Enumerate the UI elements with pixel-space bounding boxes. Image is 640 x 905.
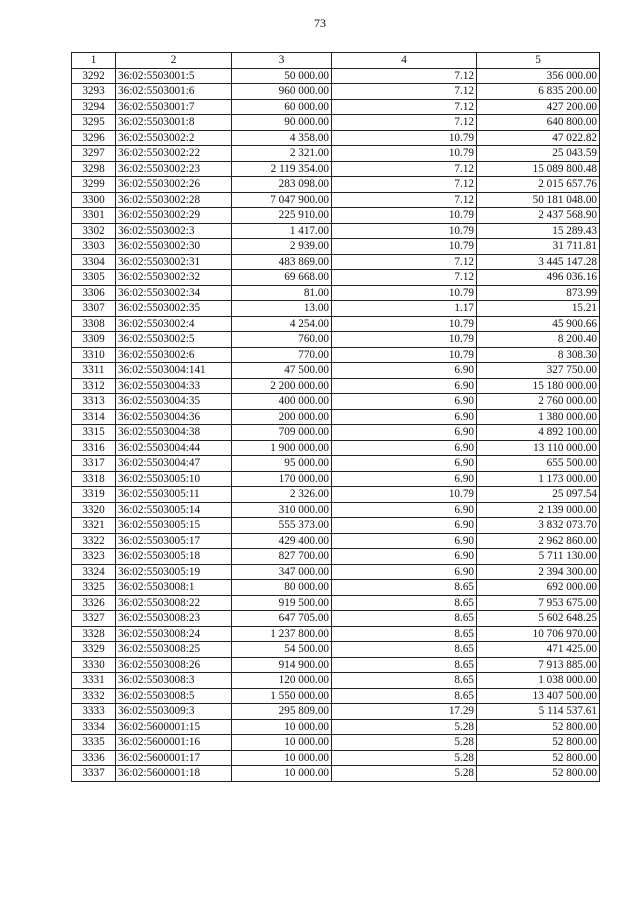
row-number-cell: 3295: [72, 115, 116, 131]
area-cell: 2 200 000.00: [232, 378, 332, 394]
rate-cell: 10.79: [332, 223, 477, 239]
rate-cell: 6.90: [332, 363, 477, 379]
cadastral-number-cell: 36:02:5503005:19: [116, 564, 232, 580]
column-header: 2: [116, 53, 232, 69]
rate-cell: 6.90: [332, 471, 477, 487]
row-number-cell: 3311: [72, 363, 116, 379]
value-cell: 13 110 000.00: [477, 440, 600, 456]
row-number-cell: 3324: [72, 564, 116, 580]
table-row: [72, 657, 600, 673]
area-cell: 50 000.00: [232, 68, 332, 84]
area-cell: 13.00: [232, 301, 332, 317]
table-row: [72, 440, 600, 456]
cadastral-number-cell: 36:02:5503008:24: [116, 626, 232, 642]
area-cell: 1 900 000.00: [232, 440, 332, 456]
value-cell: 8 308.30: [477, 347, 600, 363]
table-row: [72, 626, 600, 642]
rate-cell: 17.29: [332, 704, 477, 720]
area-cell: 170 000.00: [232, 471, 332, 487]
table-row: [72, 673, 600, 689]
row-number-cell: 3312: [72, 378, 116, 394]
rate-cell: 6.90: [332, 394, 477, 410]
area-cell: 2 119 354.00: [232, 161, 332, 177]
value-cell: 1 173 000.00: [477, 471, 600, 487]
value-cell: 50 181 048.00: [477, 192, 600, 208]
cadastral-number-cell: 36:02:5503004:44: [116, 440, 232, 456]
area-cell: 10 000.00: [232, 766, 332, 782]
table-row: [72, 456, 600, 472]
value-cell: 2 962 860.00: [477, 533, 600, 549]
value-cell: 52 800.00: [477, 735, 600, 751]
value-cell: 2 015 657.76: [477, 177, 600, 193]
rate-cell: 10.79: [332, 208, 477, 224]
cadastral-number-cell: 36:02:5503002:23: [116, 161, 232, 177]
area-cell: 60 000.00: [232, 99, 332, 115]
value-cell: 496 036.16: [477, 270, 600, 286]
value-cell: 5 711 130.00: [477, 549, 600, 565]
cadastral-number-cell: 36:02:5503009:3: [116, 704, 232, 720]
area-cell: 827 700.00: [232, 549, 332, 565]
table-row: [72, 766, 600, 782]
cadastral-number-cell: 36:02:5503001:8: [116, 115, 232, 131]
value-cell: 7 913 885.00: [477, 657, 600, 673]
area-cell: 120 000.00: [232, 673, 332, 689]
row-number-cell: 3299: [72, 177, 116, 193]
row-number-cell: 3292: [72, 68, 116, 84]
table-row: [72, 192, 600, 208]
area-cell: 483 869.00: [232, 254, 332, 270]
value-cell: 15 089 800.48: [477, 161, 600, 177]
cadastral-number-cell: 36:02:5503002:5: [116, 332, 232, 348]
table-row: [72, 161, 600, 177]
row-number-cell: 3317: [72, 456, 116, 472]
row-number-cell: 3332: [72, 688, 116, 704]
area-cell: 4 358.00: [232, 130, 332, 146]
row-number-cell: 3294: [72, 99, 116, 115]
table-row: [72, 84, 600, 100]
table-row: [72, 704, 600, 720]
row-number-cell: 3335: [72, 735, 116, 751]
rate-cell: 6.90: [332, 518, 477, 534]
cadastral-number-cell: 36:02:5503002:35: [116, 301, 232, 317]
table-row: [72, 285, 600, 301]
value-cell: 6 835 200.00: [477, 84, 600, 100]
cadastral-number-cell: 36:02:5503008:23: [116, 611, 232, 627]
value-cell: 356 000.00: [477, 68, 600, 84]
rate-cell: 6.90: [332, 440, 477, 456]
rate-cell: 8.65: [332, 611, 477, 627]
table-row: [72, 223, 600, 239]
row-number-cell: 3316: [72, 440, 116, 456]
table-row: [72, 270, 600, 286]
rate-cell: 10.79: [332, 130, 477, 146]
value-cell: 15.21: [477, 301, 600, 317]
rate-cell: 5.28: [332, 766, 477, 782]
table-row: [72, 130, 600, 146]
rate-cell: 10.79: [332, 332, 477, 348]
area-cell: 295 809.00: [232, 704, 332, 720]
area-cell: 400 000.00: [232, 394, 332, 410]
rate-cell: 8.65: [332, 595, 477, 611]
cadastral-number-cell: 36:02:5503002:34: [116, 285, 232, 301]
cadastral-number-cell: 36:02:5503002:6: [116, 347, 232, 363]
area-cell: 54 500.00: [232, 642, 332, 658]
area-cell: 4 254.00: [232, 316, 332, 332]
page-number: 73: [314, 16, 326, 30]
cadastral-number-cell: 36:02:5503004:47: [116, 456, 232, 472]
value-cell: 31 711.81: [477, 239, 600, 255]
rate-cell: 7.12: [332, 254, 477, 270]
area-cell: 347 000.00: [232, 564, 332, 580]
area-cell: 914 900.00: [232, 657, 332, 673]
cadastral-number-cell: 36:02:5503004:36: [116, 409, 232, 425]
row-number-cell: 3300: [72, 192, 116, 208]
rate-cell: 6.90: [332, 456, 477, 472]
table-row: [72, 642, 600, 658]
rate-cell: 10.79: [332, 146, 477, 162]
area-cell: 310 000.00: [232, 502, 332, 518]
value-cell: 3 445 147.28: [477, 254, 600, 270]
area-cell: 2 326.00: [232, 487, 332, 503]
row-number-cell: 3333: [72, 704, 116, 720]
row-number-cell: 3325: [72, 580, 116, 596]
cadastral-number-cell: 36:02:5503001:6: [116, 84, 232, 100]
value-cell: 10 706 970.00: [477, 626, 600, 642]
cadastral-number-cell: 36:02:5600001:17: [116, 750, 232, 766]
cadastral-number-cell: 36:02:5503004:38: [116, 425, 232, 441]
value-cell: 327 750.00: [477, 363, 600, 379]
row-number-cell: 3303: [72, 239, 116, 255]
row-number-cell: 3323: [72, 549, 116, 565]
value-cell: 52 800.00: [477, 719, 600, 735]
value-cell: 7 953 675.00: [477, 595, 600, 611]
area-cell: 7 047 900.00: [232, 192, 332, 208]
area-cell: 90 000.00: [232, 115, 332, 131]
table-row: [72, 580, 600, 596]
table-row: [72, 518, 600, 534]
area-cell: 47 500.00: [232, 363, 332, 379]
area-cell: 10 000.00: [232, 750, 332, 766]
row-number-cell: 3326: [72, 595, 116, 611]
area-cell: 760.00: [232, 332, 332, 348]
table-row: [72, 471, 600, 487]
value-cell: 2 394 300.00: [477, 564, 600, 580]
value-cell: 45 900.66: [477, 316, 600, 332]
cadastral-number-cell: 36:02:5503005:17: [116, 533, 232, 549]
cadastral-number-cell: 36:02:5503002:4: [116, 316, 232, 332]
row-number-cell: 3315: [72, 425, 116, 441]
table-row: [72, 595, 600, 611]
rate-cell: 1.17: [332, 301, 477, 317]
table-row: [72, 208, 600, 224]
row-number-cell: 3306: [72, 285, 116, 301]
value-cell: 1 380 000.00: [477, 409, 600, 425]
rate-cell: 6.90: [332, 378, 477, 394]
cadastral-number-cell: 36:02:5503001:7: [116, 99, 232, 115]
rate-cell: 7.12: [332, 84, 477, 100]
rate-cell: 8.65: [332, 580, 477, 596]
cadastral-number-cell: 36:02:5503002:32: [116, 270, 232, 286]
rate-cell: 10.79: [332, 487, 477, 503]
rate-cell: 6.90: [332, 409, 477, 425]
table-row: [72, 502, 600, 518]
cadastral-number-cell: 36:02:5503002:2: [116, 130, 232, 146]
rate-cell: 7.12: [332, 68, 477, 84]
value-cell: 655 500.00: [477, 456, 600, 472]
table-row: [72, 688, 600, 704]
rate-cell: 7.12: [332, 115, 477, 131]
row-number-cell: 3336: [72, 750, 116, 766]
cadastral-number-cell: 36:02:5503002:29: [116, 208, 232, 224]
table-row: [72, 611, 600, 627]
rate-cell: 10.79: [332, 316, 477, 332]
value-cell: 15 180 000.00: [477, 378, 600, 394]
cadastral-number-cell: 36:02:5503004:141: [116, 363, 232, 379]
value-cell: 640 800.00: [477, 115, 600, 131]
row-number-cell: 3334: [72, 719, 116, 735]
row-number-cell: 3337: [72, 766, 116, 782]
cadastral-number-cell: 36:02:5503004:35: [116, 394, 232, 410]
row-number-cell: 3308: [72, 316, 116, 332]
rate-cell: 7.12: [332, 192, 477, 208]
value-cell: 15 289.43: [477, 223, 600, 239]
row-number-cell: 3320: [72, 502, 116, 518]
rate-cell: 6.90: [332, 502, 477, 518]
value-cell: 13 407 500.00: [477, 688, 600, 704]
cadastral-number-cell: 36:02:5503008:3: [116, 673, 232, 689]
cadastral-number-cell: 36:02:5503002:22: [116, 146, 232, 162]
area-cell: 81.00: [232, 285, 332, 301]
rate-cell: 8.65: [332, 626, 477, 642]
table-header-row: [72, 53, 600, 69]
area-cell: 200 000.00: [232, 409, 332, 425]
row-number-cell: 3307: [72, 301, 116, 317]
row-number-cell: 3318: [72, 471, 116, 487]
table-row: [72, 533, 600, 549]
cadastral-number-cell: 36:02:5600001:15: [116, 719, 232, 735]
table-row: [72, 378, 600, 394]
table-row: [72, 549, 600, 565]
area-cell: 2 939.00: [232, 239, 332, 255]
value-cell: 873.99: [477, 285, 600, 301]
rate-cell: 5.28: [332, 719, 477, 735]
value-cell: 471 425.00: [477, 642, 600, 658]
table-row: [72, 394, 600, 410]
table-row: [72, 564, 600, 580]
rate-cell: 5.28: [332, 750, 477, 766]
table-row: [72, 425, 600, 441]
value-cell: 427 200.00: [477, 99, 600, 115]
rate-cell: 7.12: [332, 161, 477, 177]
cadastral-number-cell: 36:02:5503002:31: [116, 254, 232, 270]
area-cell: 919 500.00: [232, 595, 332, 611]
area-cell: 770.00: [232, 347, 332, 363]
area-cell: 709 000.00: [232, 425, 332, 441]
value-cell: 5 114 537.61: [477, 704, 600, 720]
table-row: [72, 115, 600, 131]
rate-cell: 6.90: [332, 564, 477, 580]
cadastral-number-cell: 36:02:5503002:28: [116, 192, 232, 208]
table-row: [72, 177, 600, 193]
rate-cell: 8.65: [332, 673, 477, 689]
cadastral-number-cell: 36:02:5503008:25: [116, 642, 232, 658]
cadastral-number-cell: 36:02:5600001:16: [116, 735, 232, 751]
cadastral-number-cell: 36:02:5503002:26: [116, 177, 232, 193]
value-cell: 4 892 100.00: [477, 425, 600, 441]
table-row: [72, 347, 600, 363]
value-cell: 52 800.00: [477, 750, 600, 766]
table-row: [72, 409, 600, 425]
table-row: [72, 99, 600, 115]
rate-cell: 10.79: [332, 285, 477, 301]
row-number-cell: 3301: [72, 208, 116, 224]
row-number-cell: 3314: [72, 409, 116, 425]
area-cell: 1 237 800.00: [232, 626, 332, 642]
table-row: [72, 239, 600, 255]
row-number-cell: 3319: [72, 487, 116, 503]
cadastral-number-cell: 36:02:5503002:30: [116, 239, 232, 255]
row-number-cell: 3328: [72, 626, 116, 642]
cadastral-number-cell: 36:02:5503008:26: [116, 657, 232, 673]
row-number-cell: 3313: [72, 394, 116, 410]
column-header: 1: [72, 53, 116, 69]
area-cell: 647 705.00: [232, 611, 332, 627]
rate-cell: 8.65: [332, 688, 477, 704]
table-row: [72, 301, 600, 317]
cadastral-number-cell: 36:02:5503008:22: [116, 595, 232, 611]
row-number-cell: 3321: [72, 518, 116, 534]
cadastral-number-cell: 36:02:5503001:5: [116, 68, 232, 84]
area-cell: 10 000.00: [232, 735, 332, 751]
cadastral-number-cell: 36:02:5503005:14: [116, 502, 232, 518]
rate-cell: 8.65: [332, 642, 477, 658]
table-row: [72, 332, 600, 348]
row-number-cell: 3305: [72, 270, 116, 286]
value-cell: 25 097.54: [477, 487, 600, 503]
cadastral-number-cell: 36:02:5503005:11: [116, 487, 232, 503]
cadastral-number-cell: 36:02:5503008:1: [116, 580, 232, 596]
rate-cell: 6.90: [332, 533, 477, 549]
row-number-cell: 3297: [72, 146, 116, 162]
value-cell: 3 832 073.70: [477, 518, 600, 534]
row-number-cell: 3309: [72, 332, 116, 348]
row-number-cell: 3330: [72, 657, 116, 673]
area-cell: 2 321.00: [232, 146, 332, 162]
row-number-cell: 3304: [72, 254, 116, 270]
cadastral-number-cell: 36:02:5503005:10: [116, 471, 232, 487]
row-number-cell: 3296: [72, 130, 116, 146]
value-cell: 5 602 648.25: [477, 611, 600, 627]
row-number-cell: 3322: [72, 533, 116, 549]
table-row: [72, 735, 600, 751]
rate-cell: 5.28: [332, 735, 477, 751]
row-number-cell: 3293: [72, 84, 116, 100]
row-number-cell: 3298: [72, 161, 116, 177]
area-cell: 10 000.00: [232, 719, 332, 735]
row-number-cell: 3310: [72, 347, 116, 363]
area-cell: 283 098.00: [232, 177, 332, 193]
area-cell: 1 417.00: [232, 223, 332, 239]
row-number-cell: 3331: [72, 673, 116, 689]
value-cell: 2 760 000.00: [477, 394, 600, 410]
cadastral-number-cell: 36:02:5503008:5: [116, 688, 232, 704]
value-cell: 1 038 000.00: [477, 673, 600, 689]
data-table: [71, 52, 600, 782]
table-row: [72, 719, 600, 735]
value-cell: 47 022.82: [477, 130, 600, 146]
rate-cell: 8.65: [332, 657, 477, 673]
value-cell: 52 800.00: [477, 766, 600, 782]
area-cell: 1 550 000.00: [232, 688, 332, 704]
value-cell: 25 043.59: [477, 146, 600, 162]
row-number-cell: 3302: [72, 223, 116, 239]
area-cell: 429 400.00: [232, 533, 332, 549]
table-row: [72, 750, 600, 766]
table-row: [72, 68, 600, 84]
cadastral-number-cell: 36:02:5503005:18: [116, 549, 232, 565]
cadastral-number-cell: 36:02:5503005:15: [116, 518, 232, 534]
area-cell: 69 668.00: [232, 270, 332, 286]
rate-cell: 7.12: [332, 99, 477, 115]
cadastral-number-cell: 36:02:5503002:3: [116, 223, 232, 239]
rate-cell: 7.12: [332, 177, 477, 193]
column-header: 3: [232, 53, 332, 69]
rate-cell: 6.90: [332, 425, 477, 441]
table-row: [72, 487, 600, 503]
area-cell: 960 000.00: [232, 84, 332, 100]
table-body: [72, 68, 600, 781]
area-cell: 225 910.00: [232, 208, 332, 224]
cadastral-number-cell: 36:02:5503004:33: [116, 378, 232, 394]
table-row: [72, 254, 600, 270]
rate-cell: 10.79: [332, 347, 477, 363]
column-header: 4: [332, 53, 477, 69]
table-row: [72, 146, 600, 162]
rate-cell: 7.12: [332, 270, 477, 286]
rate-cell: 6.90: [332, 549, 477, 565]
rate-cell: 10.79: [332, 239, 477, 255]
row-number-cell: 3329: [72, 642, 116, 658]
value-cell: 2 437 568.90: [477, 208, 600, 224]
value-cell: 692 000.00: [477, 580, 600, 596]
area-cell: 95 000.00: [232, 456, 332, 472]
value-cell: 2 139 000.00: [477, 502, 600, 518]
column-header: 5: [477, 53, 600, 69]
area-cell: 80 000.00: [232, 580, 332, 596]
table-row: [72, 363, 600, 379]
value-cell: 8 200.40: [477, 332, 600, 348]
cadastral-number-cell: 36:02:5600001:18: [116, 766, 232, 782]
area-cell: 555 373.00: [232, 518, 332, 534]
row-number-cell: 3327: [72, 611, 116, 627]
table-row: [72, 316, 600, 332]
